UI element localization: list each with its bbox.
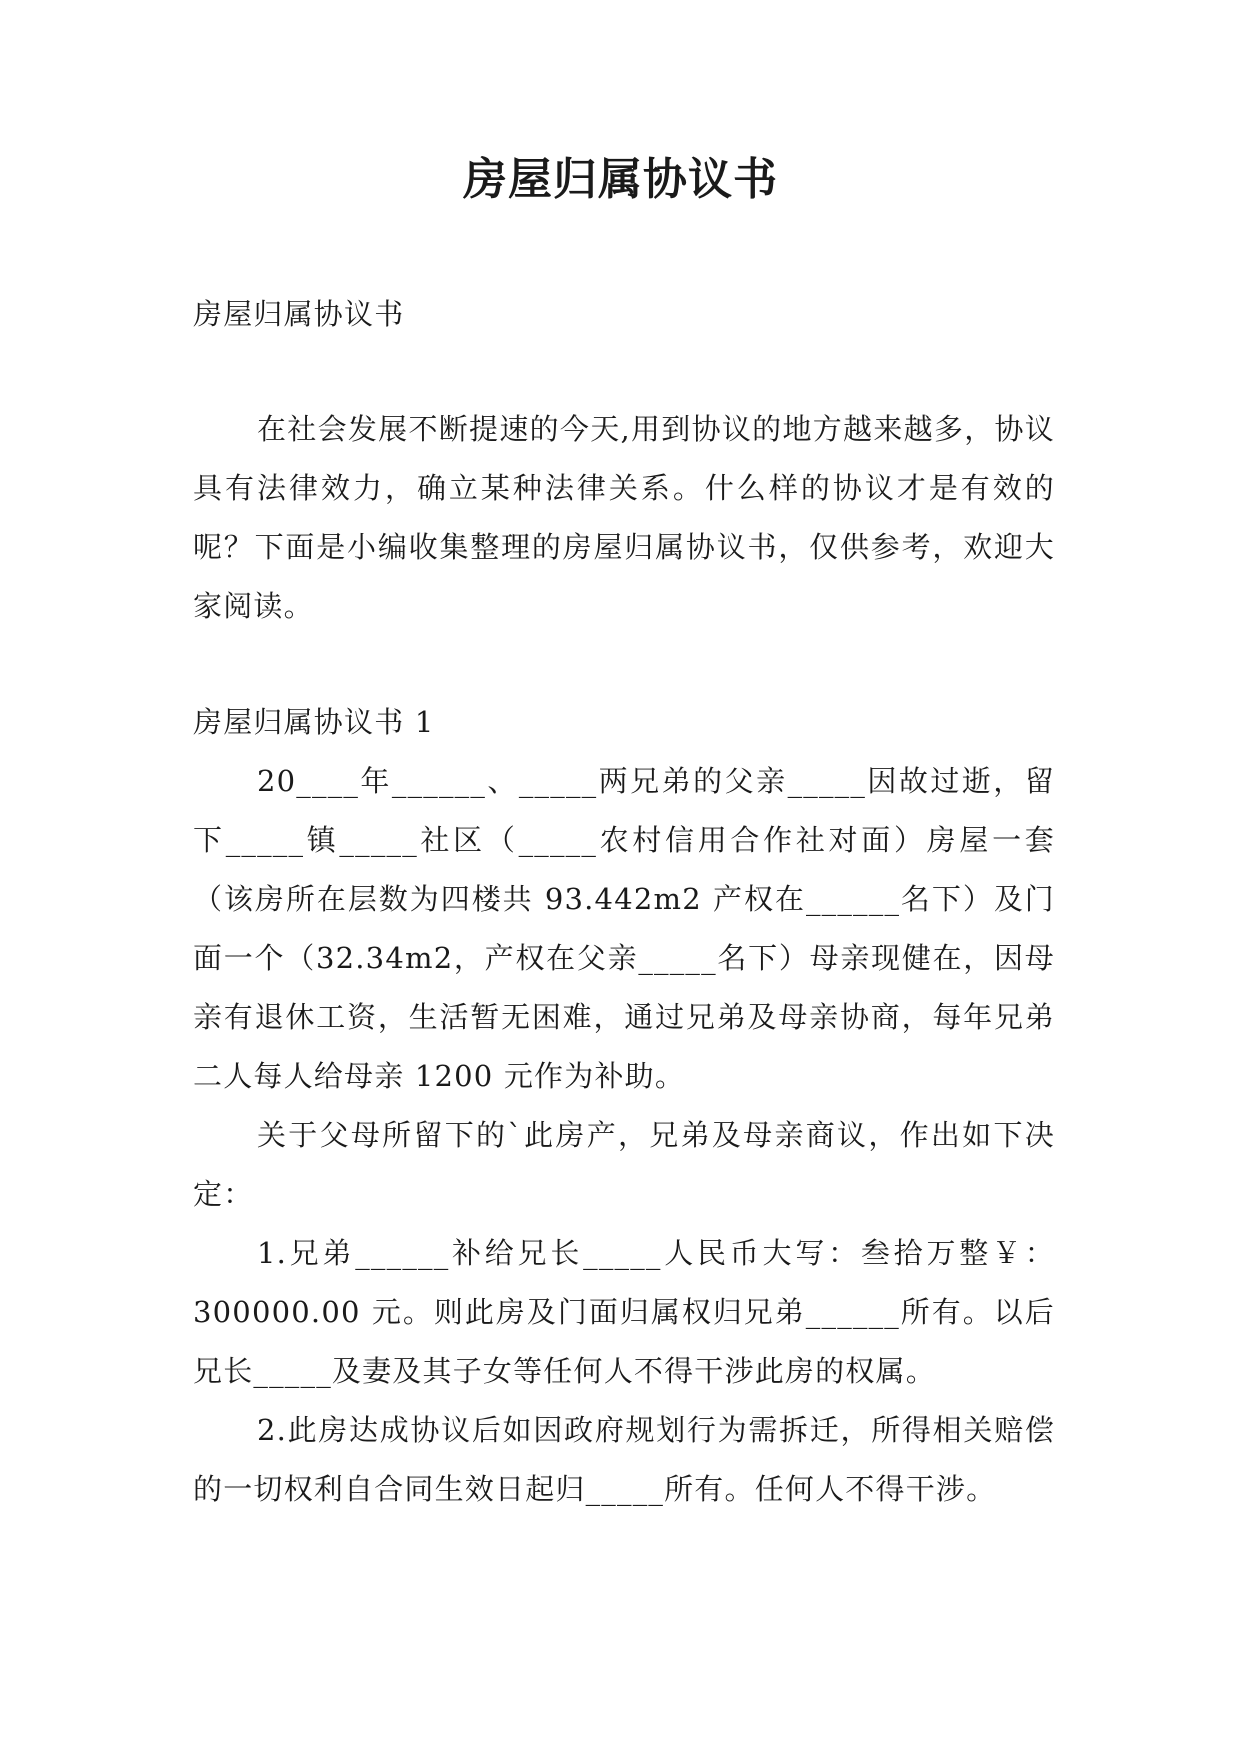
- paragraph-background: 20____年______、_____两兄弟的父亲_____因故过逝，留下_____镇_____社区（_____农村信用合作社对面）房屋一套（该房所在层数为四楼共 93.442m2 产权在______名下）及门面一个（32.34m2，产权在父亲_____名下）母亲现健在，因母亲有退休工资，生活暂无困难，通过兄弟及母亲协商，每年兄弟二人每人给母亲 1200 元作为补助。: [193, 764, 1055, 1093]
- clause-2: 2.此房达成协议后如因政府规划行为需拆迁，所得相关赔偿的一切权利自合同生效日起归_____所有。任何人不得干涉。: [193, 1413, 1055, 1506]
- document-subtitle: 房屋归属协议书: [193, 297, 405, 331]
- paragraph-decision-intro: 关于父母所留下的`此房产，兄弟及母亲商议，作出如下决定：: [193, 1118, 1055, 1211]
- document-title: 房屋归属协议书: [463, 154, 778, 205]
- clause-1: 1.兄弟______补给兄长_____人民币大写：叁拾万整￥：300000.00 元。则此房及门面归属权归兄弟______所有。以后兄长_____及妻及其子女等任何人不得干涉此房的权属。: [193, 1236, 1055, 1388]
- section-heading: 房屋归属协议书 1: [193, 705, 435, 739]
- intro-paragraph: 在社会发展不断提速的今天,用到协议的地方越来越多，协议具有法律效力，确立某种法律关系。什么样的协议才是有效的呢？下面是小编收集整理的房屋归属协议书，仅供参考，欢迎大家阅读。: [193, 412, 1055, 623]
